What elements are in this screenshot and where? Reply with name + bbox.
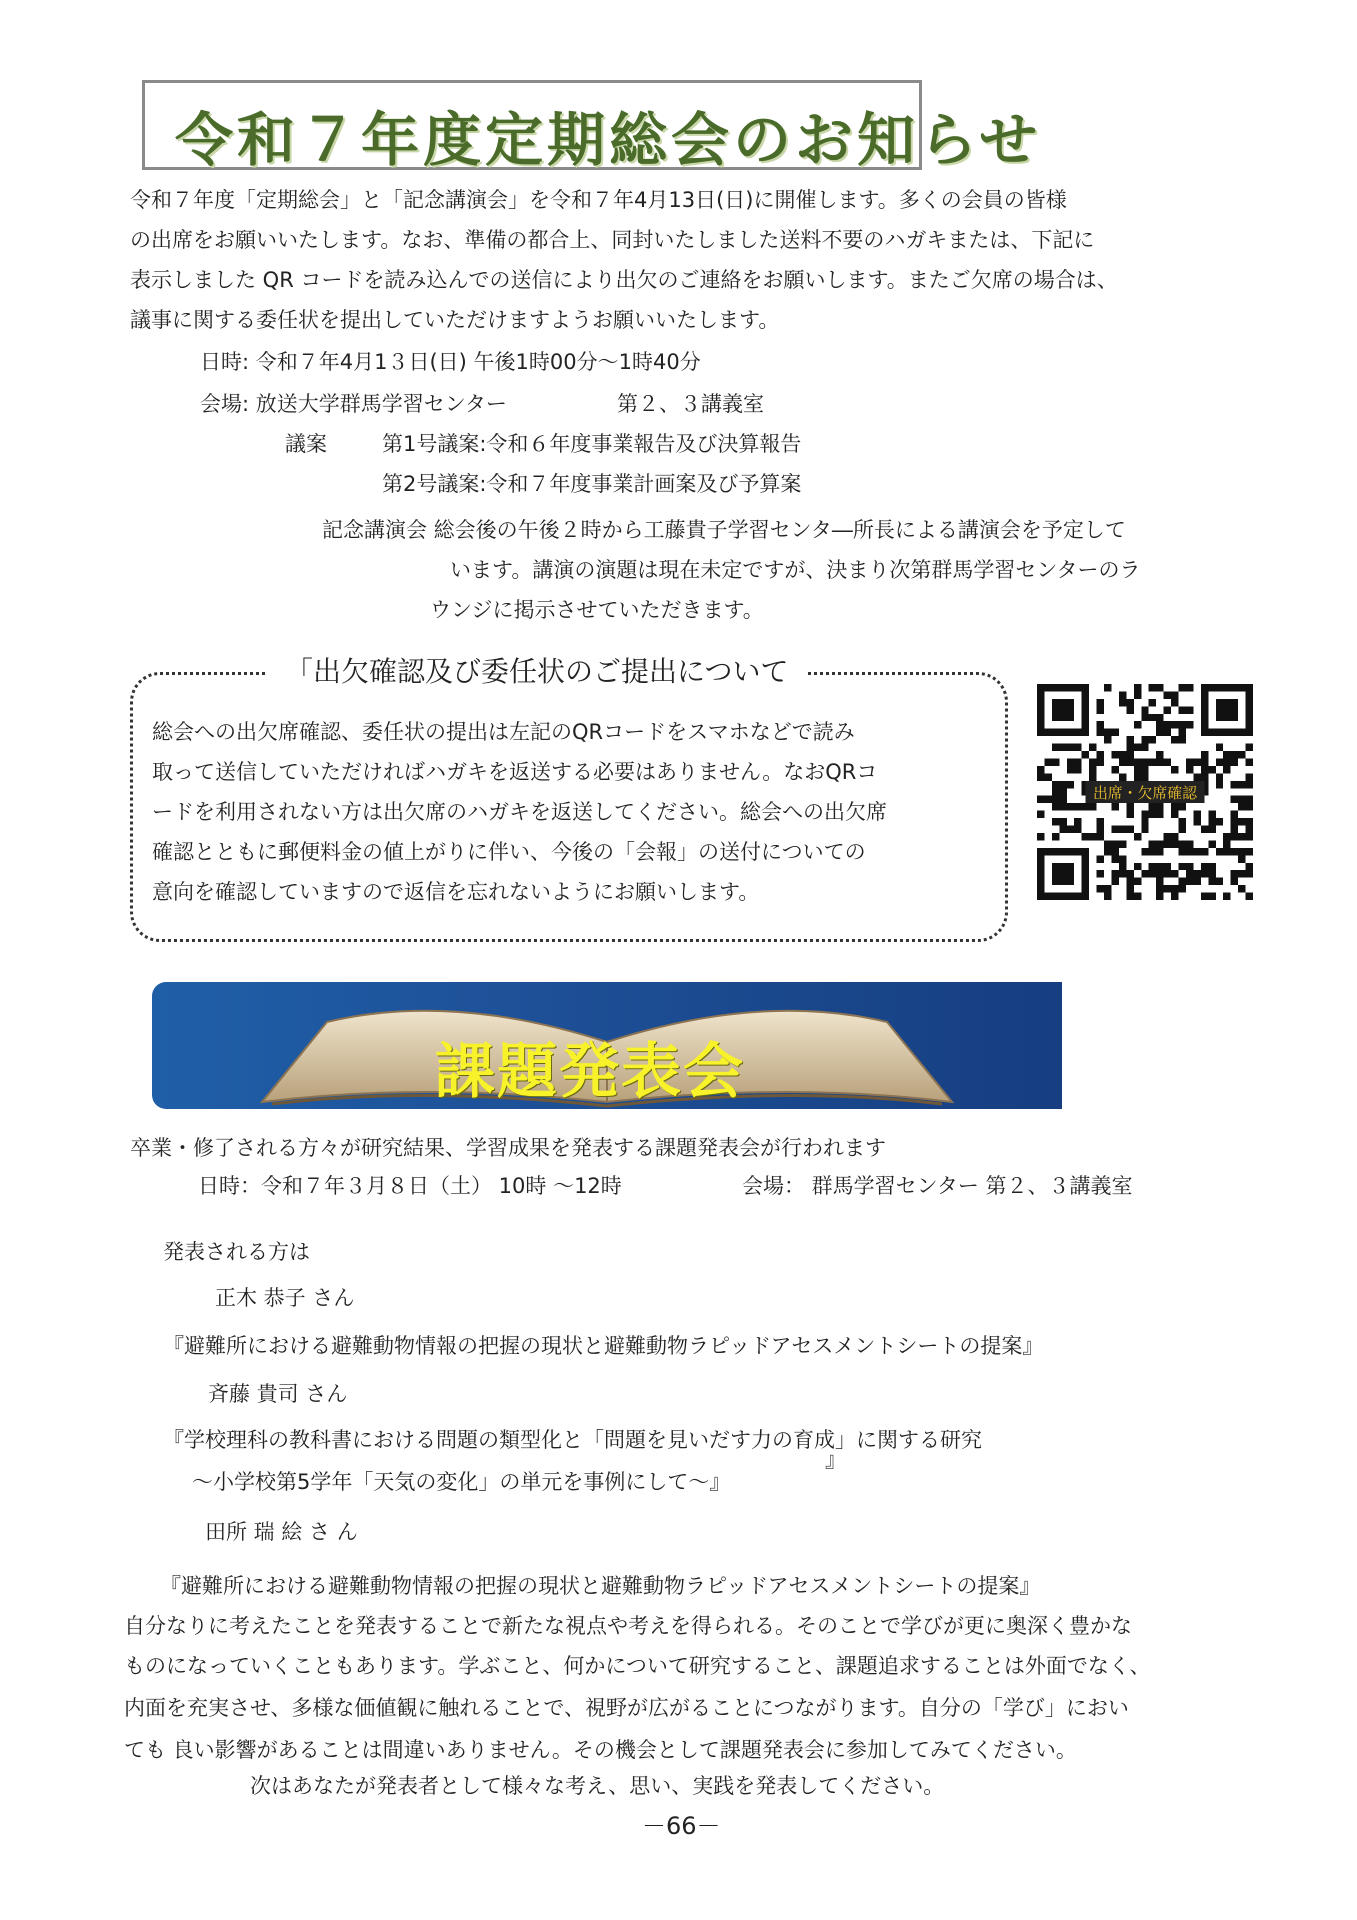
- intro-line-2: の出席をお願いいたします。なお、準備の都合上、同封いたしました送料不要のハガキまたは、下記に: [130, 228, 1095, 252]
- presenter-topic-2-sub: ～小学校第5学年「天気の変化」の単元を事例にして～』: [192, 1470, 731, 1494]
- intro-line-1: 令和７年度「定期総会」と「記念講演会」を令和７年4月13日(日)に開催します。多くの会員の皆様: [130, 188, 1067, 212]
- presenters-label: 発表される方は: [163, 1240, 310, 1264]
- presentation-datetime: 日時：令和７年３月８日（土） 10時 ～12時: [198, 1174, 622, 1198]
- closing-line-2: ものになっていくこともあります。学ぶこと、何かについて研究すること、課題追求することは外面でなく、: [124, 1654, 1151, 1678]
- agenda-item-1: 第1号議案:令和６年度事業報告及び決算報告: [382, 432, 802, 456]
- presenter-topic-3: 『避難所における避難動物情報の把握の現状と避難動物ラピッドアセスメントシートの提案』: [160, 1574, 1041, 1598]
- presentation-banner: [152, 982, 1062, 1109]
- presenter-name-1: 正木 恭子 さん: [215, 1286, 355, 1310]
- lecture-line-2: います。講演の演題は現在未定ですが、決まり次第群馬学習センターのラ: [450, 558, 1141, 582]
- presentation-venue: 会場： 群馬学習センター 第２、３講義室: [742, 1174, 1133, 1198]
- presenter-topic-1: 『避難所における避難動物情報の把握の現状と避難動物ラピッドアセスメントシートの提案』: [163, 1334, 1044, 1358]
- page-title: 令和７年度定期総会のお知らせ: [175, 106, 1042, 174]
- page-number: －66－: [642, 1812, 721, 1840]
- meeting-venue: 会場: 放送大学群馬学習センター: [200, 392, 507, 416]
- intro-line-4: 議事に関する委任状を提出していただけますようお願いいたします。: [130, 308, 780, 332]
- presenter-topic-2-close: 』: [825, 1448, 846, 1472]
- closing-line-1: 自分なりに考えたことを発表することで新たな視点や考えを得られる。そのことで学びが更に奥深く豊かな: [124, 1614, 1132, 1638]
- notice-heading: 「出欠確認及び委任状のご提出について: [265, 650, 808, 690]
- notice-line-2: 取って送信していただければハガキを返送する必要はありません。なおQRコ: [152, 760, 878, 784]
- closing-line-5: 次はあなたが発表者として様々な考え、思い、実践を発表してください。: [250, 1774, 945, 1798]
- notice-line-4: 確認とともに郵便料金の値上がりに伴い、今後の「会報」の送付についての: [152, 840, 866, 864]
- title-banner: [142, 80, 1042, 174]
- closing-line-4: ても 良い影響があることは間違いありません。その機会として課題発表会に参加してみてください。: [124, 1738, 1077, 1762]
- qr-code[interactable]: [1037, 684, 1253, 900]
- presenter-name-3: 田所 瑞 絵 さ ん: [205, 1520, 358, 1544]
- notice-line-3: ードを利用されない方は出欠席のハガキを返送してください。総会への出欠席: [152, 800, 887, 824]
- lecture-line-1: 記念講演会 総会後の午後２時から工藤貴子学習センタ―所長による講演会を予定して: [322, 518, 1126, 542]
- meeting-room: 第２、３講義室: [617, 392, 764, 416]
- notice-line-5: 意向を確認していますので返信を忘れないようにお願いします。: [152, 880, 760, 904]
- meeting-datetime: 日時: 令和７年4月1３日(日) 午後1時00分～1時40分: [200, 350, 701, 374]
- presenter-topic-2: 『学校理科の教科書における問題の類型化と「問題を見いだす力の育成」に関する研究: [163, 1428, 982, 1452]
- intro-line-3: 表示しました QR コードを読み込んでの送信により出欠のご連絡をお願いします。またご欠席の場合は、: [130, 268, 1118, 292]
- presenter-name-2: 斉藤 貴司 さん: [208, 1382, 348, 1406]
- lecture-line-3: ウンジに掲示させていただきます。: [430, 598, 764, 622]
- closing-line-3: 内面を充実させ、多様な価値観に触れることで、視野が広がることにつながります。自分の「学び」におい: [124, 1696, 1129, 1720]
- agenda-label: 議案: [285, 432, 327, 456]
- qr-label: 出席・欠席確認: [1092, 783, 1198, 802]
- notice-line-1: 総会への出欠席確認、委任状の提出は左記のQRコードをスマホなどで読み: [152, 720, 855, 744]
- banner-title: 課題発表会: [435, 1037, 745, 1107]
- presentation-intro: 卒業・修了される方々が研究結果、学習成果を発表する課題発表会が行われます: [130, 1136, 886, 1160]
- notice-body: [152, 712, 887, 912]
- agenda-item-2: 第2号議案:令和７年度事業計画案及び予算案: [382, 472, 802, 496]
